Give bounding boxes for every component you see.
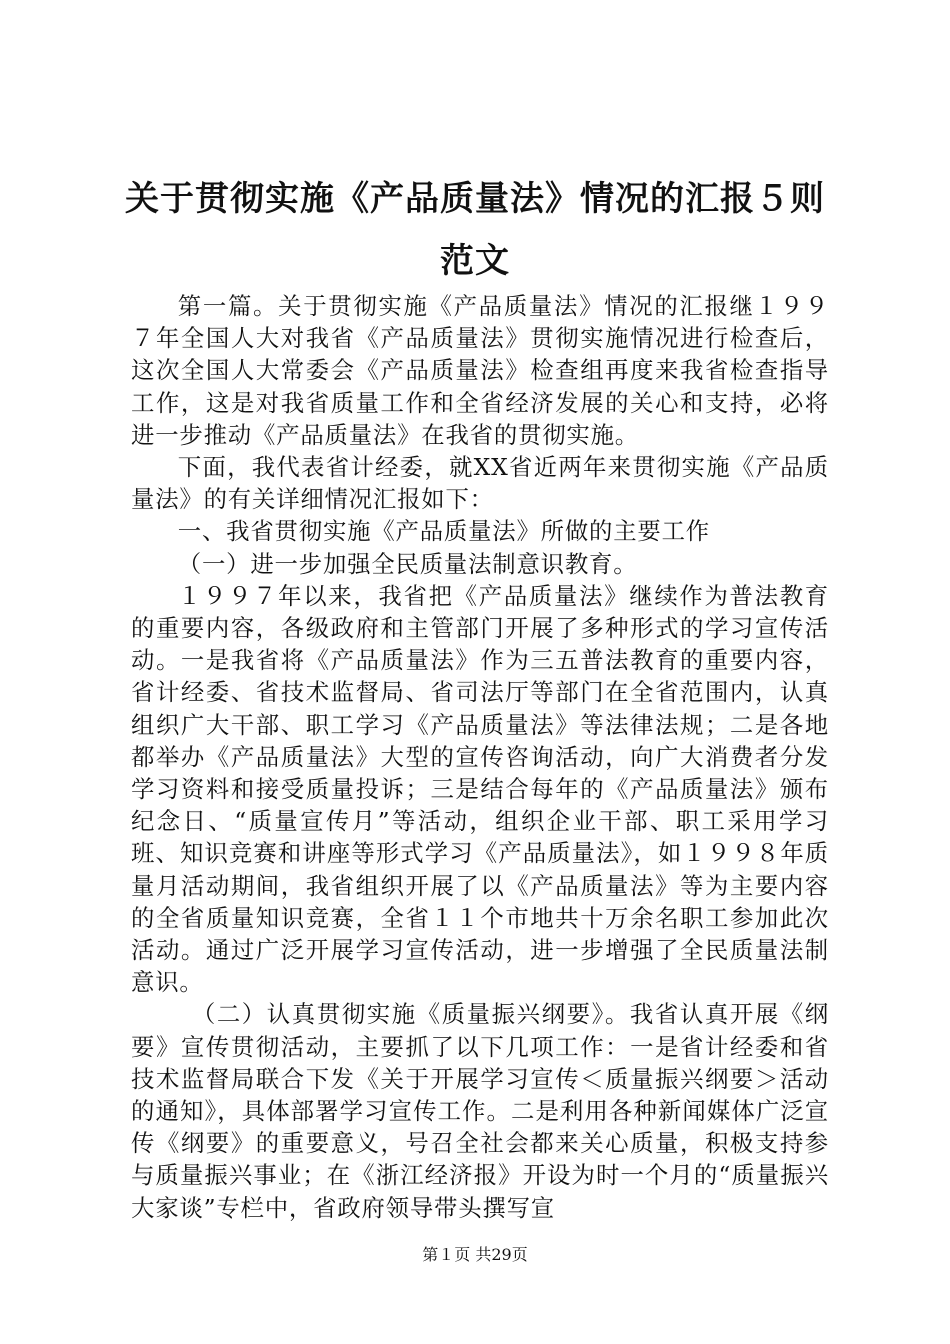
document-body [131,290,829,1224]
paragraph-report-intro: 下面，我代表省计经委，就XX省近两年来贯彻实施《产品质量法》的有关详细情况汇报如下： [131,453,829,514]
document-title: 关于贯彻实施《产品质量法》情况的汇报５则范文 [125,179,825,281]
paragraph-quality-outline: （二）认真贯彻实施《质量振兴纲要》。我省认真开展《纲要》宣传贯彻活动，主要抓了以下几项工作：一是省计经委和省技术监督局联合下发《关于开展学习宣传＜质量振兴纲要＞活动的通知》，具体部署学习宣传工作。二是利用各种新闻媒体广泛宣传《纲要》的重要意义，号召全社会都来关心质量，积极支持参与质量振兴事业；在《浙江经济报》开设为时一个月的“质量振兴大家谈”专栏中，省政府领导带头撰写宣 [131,1000,829,1222]
section-heading-main-work: 一、我省贯彻实施《产品质量法》所做的主要工作 [177,517,710,546]
paragraph-education: １９９７年以来，我省把《产品质量法》继续作为普法教育的重要内容，各级政府和主管部门开展了多种形式的学习宣传活动。一是我省将《产品质量法》作为三五普法教育的重要内容，省计经委、省技术监督局、省司法厅等部门在全省范围内，认真组织广大干部、职工学习《产品质量法》等法律法规；二是各地都举办《产品质量法》大型的宣传咨询活动，向广大消费者分发学习资料和接受质量投诉；三是结合每年的《产品质量法》颁布纪念日、“质量宣传月”等活动，组织企业干部、职工采用学习班、知识竞赛和讲座等形式学习《产品质量法》，如１９９８年质量月活动期间，我省组织开展了以《产品质量法》等为主要内容的全省质量知识竞赛，全省１１个市地共十万余名职工参加此次活动。通过广泛开展学习宣传活动，进一步增强了全民质量法制意识。 [131,581,829,997]
page-number-footer: 第１页 共29页 [422,1245,528,1264]
paragraph-intro: 第一篇。关于贯彻实施《产品质量法》情况的汇报继１９９７年全国人大对我省《产品质量法》贯彻实施情况进行检查后，这次全国人大常委会《产品质量法》检查组再度来我省检查指导工作，这是对我省质量工作和全省经济发展的关心和支持，必将进一步推动《产品质量法》在我省的贯彻实施。 [131,292,829,449]
subsection-heading-1: （一）进一步加强全民质量法制意识教育。 [177,549,638,578]
